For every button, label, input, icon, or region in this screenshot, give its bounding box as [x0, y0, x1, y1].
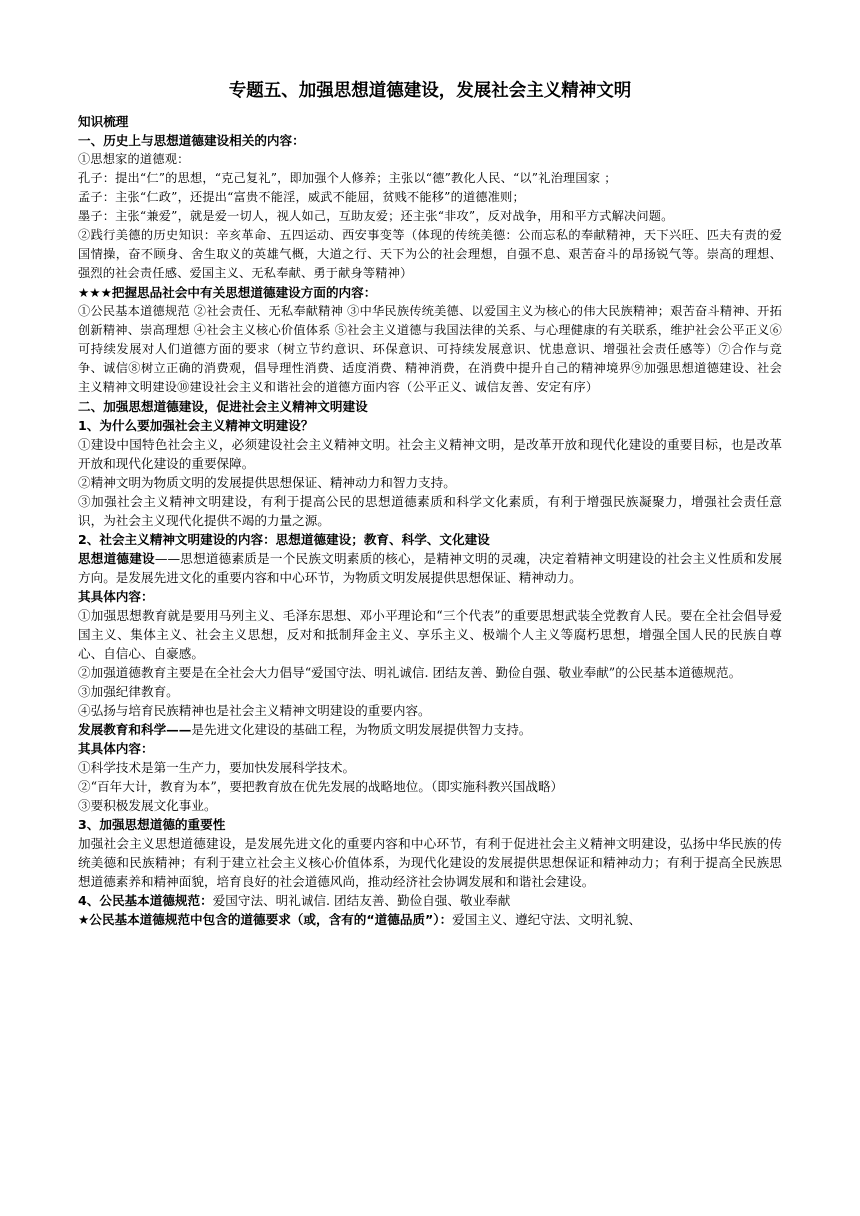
q3-heading: 3、加强思想道德的重要性 — [78, 817, 226, 832]
q4-heading-text: 爱国守法、明礼诚信. 团结友善、勤俭自强、敬业奉献 — [212, 893, 511, 908]
star-section-heading: ★★★把握思品社会中有关思想道德建设方面的内容： — [78, 285, 377, 300]
q1-heading: 1、为什么要加强社会主义精神文明建设？ — [78, 418, 314, 433]
q1-item-2: ②精神文明为物质文明的发展提供思想保证、精神动力和智力支持。 — [78, 475, 456, 490]
part1-heading: 一、历史上与思想道德建设相关的内容： — [78, 133, 305, 148]
content-label-1: 其具体内容： — [78, 589, 154, 604]
moral-item-4: ④弘扬与培育民族精神也是社会主义精神文明建设的重要内容。 — [78, 703, 431, 718]
kongzi-paragraph: 孔子：提出“仁”的思想，“克己复礼”，即加强个人修养；主张以“德”教化人民、“以”礼治理国家 ； — [78, 171, 617, 185]
edu-item-2: ②“百年大计，教育为本”，要把教育放在优先发展的战略地位。（即实施科教兴国战略） — [78, 779, 564, 794]
education-paragraph — [78, 720, 782, 739]
content-label-2: 其具体内容： — [78, 741, 154, 756]
moral-construction-text: ——思想道德素质是一个民族文明素质的核心，是精神文明的灵魂，决定着精神文明建设的社会主义性质和发展方向。是发展先进文化的重要内容和中心环节，为物质文明发展提供思想保证、精神动力。 — [78, 551, 783, 585]
star-section-body: ①公民基本道德规范 ②社会责任、无私奉献精神 ③中华民族传统美德、以爱国主义为核心的伟大民族精神；艰苦奋斗精神、开拓创新精神、崇高理想 ④社会主义核心价值体系 ⑤社会主义道德与我国法律的关系、与心理健康的有关联系，维护社会公平正义⑥可持续发展对人们道德方面的要求（树立节约意识、环保意识、可持续发展意识、忧患意识、增强社会责任感等）⑦合作与竞争、诚信⑧树立正确的消费观，倡导理性消费、适度消费、精神消费，在消费中提升自己的精神境界⑨加强思想道德建设、社会主义精神文明建设⑩建设社会主义和谐社会的道德方面内容（公平正义、诚信友善、安定有序） — [78, 304, 782, 394]
part1-item1-title: ①思想家的道德观： — [78, 152, 190, 166]
moral-construction-label: 思想道德建设 — [78, 551, 155, 566]
page-title: 专题五、加强思想道德建设，发展社会主义精神文明 — [228, 81, 632, 101]
moral-item-3: ③加强纪律教育。 — [78, 684, 179, 699]
education-text: 是先进文化建设的基础工程，为物质文明发展提供智力支持。 — [191, 722, 532, 737]
document-page — [78, 78, 782, 929]
q4-heading-label: 4、公民基本道德规范： — [78, 893, 213, 908]
q4-star-text: 爱国主义、遵纪守法、文明礼貌、 — [452, 912, 642, 927]
mengzi-paragraph: 孟子：主张“仁政”，还提出“富贵不能淫，威武不能屈，贫贱不能移”的道德准则； — [78, 190, 525, 204]
q4-heading-line — [78, 891, 782, 910]
q2-heading: 2、社会主义精神文明建设的内容：思想道德建设；教育、科学、文化建设 — [78, 532, 490, 547]
part2-heading: 二、加强思想道德建设，促进社会主义精神文明建设 — [78, 399, 368, 414]
q3-text: 加强社会主义思想道德建设，是发展先进文化的重要内容和中心环节，有利于促进社会主义精神文明建设，弘扬中华民族的传统美德和民族精神；有利于建立社会主义核心价值体系，为现代化建设的发展提供思想保证和精神动力；有利于提高全民族思想道德素养和精神面貌，培育良好的社会道德风尚，推动经济社会协调发展和和谐社会建设。 — [78, 836, 782, 889]
moral-construction-paragraph — [78, 549, 782, 587]
q4-star-label: ★公民基本道德规范中包含的道德要求（或，含有的“道德品质”）： — [78, 912, 453, 927]
q1-item-3: ③加强社会主义精神文明建设，有利于提高公民的思想道德素质和科学文化素质，有利于增强民族凝聚力，增强社会责任意识，为社会主义现代化提供不竭的力量之源。 — [78, 494, 782, 528]
mozi-paragraph: 墨子：主张“兼爱”，就是爱一切人，视人如己，互助友爱；还主张“非攻”，反对战争，用和平方式解决问题。 — [78, 209, 674, 223]
edu-item-3: ③要积极发展文化事业。 — [78, 798, 217, 813]
part1-item2: ②践行美德的历史知识：辛亥革命、五四运动、西安事变等（体现的传统美德：公而忘私的奉献精神，天下兴旺、匹夫有责的爱国情操，奋不顾身、舍生取义的英雄气概，大道之行、天下为公的社会理想，自强不息、艰苦奋斗的昂扬锐气等。崇高的理想、强烈的社会责任感、爱国主义、无私奉献、勇于献身等精神） — [78, 228, 782, 280]
moral-item-1: ①加强思想教育就是要用马列主义、毛泽东思想、邓小平理论和“三个代表”的重要思想武装全党教育人民。要在全社会倡导爱国主义、集体主义、社会主义思想，反对和抵制拜金主义、享乐主义、极端个人主义等腐朽思想，增强全国人民的民族自尊心、自信心、自豪感。 — [78, 608, 782, 661]
education-label: 发展教育和科学—— — [78, 722, 192, 737]
q1-item-1: ①建设中国特色社会主义，必须建设社会主义精神文明。社会主义精神文明，是改革开放和现代化建设的重要目标，也是改革开放和现代化建设的重要保障。 — [78, 437, 782, 471]
q4-star-line — [78, 910, 782, 929]
section-label: 知识梳理 — [78, 114, 129, 129]
edu-item-1: ①科学技术是第一生产力，要加快发展科学技术。 — [78, 760, 356, 775]
moral-item-2: ②加强道德教育主要是在全社会大力倡导“爱国守法、明礼诚信. 团结友善、勤俭自强、敬业奉献”的公民基本道德规范。 — [78, 665, 742, 680]
